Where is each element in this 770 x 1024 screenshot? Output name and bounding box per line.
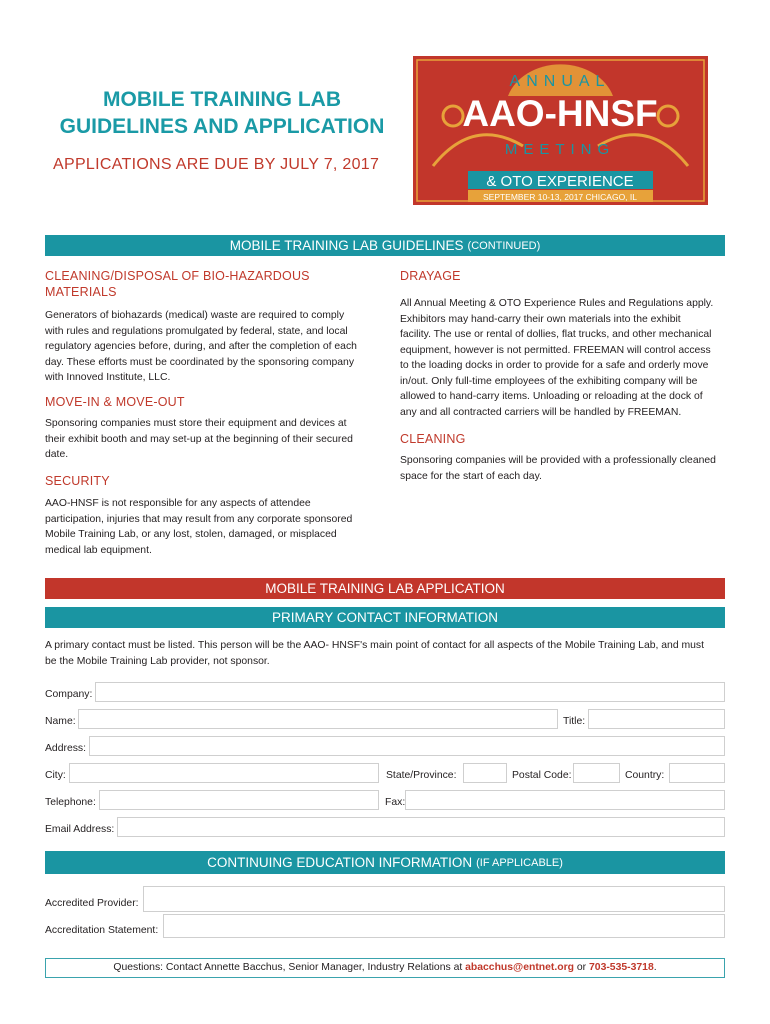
- application-bar: [45, 578, 725, 599]
- security-heading: SECURITY: [45, 474, 110, 488]
- body-line: date.: [45, 449, 69, 460]
- body-line: any and all contracted carriers will be handled by FREEMAN.: [400, 406, 682, 418]
- cleaning-disposal-heading-line-1: CLEANING/DISPOSAL OF BIO-HAZARDOUS: [45, 269, 310, 283]
- guidelines-bar-suffix: (CONTINUED): [467, 239, 541, 252]
- body-line: with Innoved Institute, LLC.: [45, 372, 171, 383]
- body-line: All Annual Meeting & OTO Experience Rules and Regulations apply.: [400, 298, 714, 309]
- guidelines-bar-title: MOBILE TRAINING LAB GUIDELINES: [229, 238, 464, 253]
- due-date: APPLICATIONS ARE DUE BY JULY 7, 2017: [53, 156, 380, 173]
- body-line: Sponsoring companies will be provided with a professionally cleaned: [400, 455, 716, 466]
- country-label: Country:: [625, 770, 665, 781]
- logo-oto: & OTO EXPERIENCE: [486, 173, 634, 190]
- city-label: City:: [45, 770, 66, 781]
- section-cleaning-disposal: [45, 268, 375, 386]
- body-line: A primary contact must be listed. This person will be the AAO- HNSF's main point of contact for all aspects of the Mobile Training Lab, and must: [45, 640, 705, 651]
- title-label: Title:: [563, 716, 586, 727]
- email-input[interactable]: [117, 817, 725, 837]
- cleaning-disposal-body: [45, 308, 375, 386]
- country-input[interactable]: [669, 763, 725, 783]
- address-label: Address:: [45, 743, 87, 754]
- body-line: in/out. Only full-time employees of the exhibiting company will be: [400, 375, 698, 387]
- section-security: [45, 473, 375, 558]
- body-line: Sponsoring companies must store their equipment and devices at: [45, 418, 347, 429]
- company-input[interactable]: [95, 682, 725, 702]
- body-line: Mobile Training Lab, or any lost, stolen, damaged, or misplaced: [45, 529, 337, 540]
- body-line: day. These efforts must be coordinated by the sponsoring company: [45, 356, 355, 368]
- body-line: equipment, however is not permitted. FREEMAN will control access: [400, 344, 711, 356]
- telephone-label: Telephone:: [45, 797, 96, 808]
- statement-input[interactable]: [163, 914, 725, 938]
- ce-bar-suffix: (IF APPLICABLE): [476, 856, 563, 869]
- ce-bar: [45, 851, 725, 874]
- security-body: [45, 496, 375, 558]
- move-in-body: [45, 416, 375, 463]
- body-line: allowed to hand-carry items. Unloading or reloading at the dock of: [400, 391, 703, 402]
- name-label: Name:: [45, 716, 76, 727]
- postal-label: Postal Code:: [512, 770, 572, 781]
- section-cleaning: [400, 431, 730, 484]
- statement-label: Accreditation Statement:: [45, 925, 159, 936]
- section-move-in: [45, 394, 375, 463]
- cleaning-disposal-heading: [45, 268, 375, 300]
- cleaning-body: [400, 453, 730, 484]
- fax-input[interactable]: [405, 790, 725, 810]
- body-line: participation, injuries that may result from any corporate sponsored: [45, 513, 353, 525]
- logo-dates: SEPTEMBER 10-13, 2017 CHICAGO, IL: [482, 192, 638, 202]
- title-input[interactable]: [588, 709, 725, 729]
- footer-text: Questions: Contact Annette Bacchus, Senior Manager, Industry Relations at: [113, 962, 466, 973]
- logo-name: AAO-HNSF: [462, 93, 658, 134]
- address-input[interactable]: [89, 736, 725, 756]
- cleaning-heading: CLEANING: [400, 432, 466, 446]
- state-label: State/Province:: [386, 770, 457, 781]
- application-bar-title: MOBILE TRAINING LAB APPLICATION: [265, 581, 505, 596]
- footer-or: or: [574, 962, 590, 973]
- footer-email-link[interactable]: abacchus@entnet.org: [465, 962, 574, 973]
- name-input[interactable]: [78, 709, 558, 729]
- title-line-2: GUIDELINES AND APPLICATION: [59, 115, 385, 138]
- city-input[interactable]: [69, 763, 379, 783]
- primary-contact-bar: [45, 607, 725, 628]
- email-label: Email Address:: [45, 824, 115, 835]
- body-line: to the loading docks in order to provide for a safe and orderly move: [400, 360, 709, 371]
- telephone-input[interactable]: [99, 790, 379, 810]
- footer-period: .: [653, 962, 657, 973]
- body-line: regulatory agencies before, during, and after the completion of each: [45, 341, 357, 352]
- cleaning-disposal-heading-line-2: MATERIALS: [45, 285, 117, 299]
- body-line: AAO-HNSF is not responsible for any aspects of attendee: [45, 498, 311, 509]
- logo-annual: ANNUAL: [509, 73, 611, 90]
- company-label: Company:: [45, 689, 93, 700]
- fax-label: Fax:: [385, 797, 406, 808]
- guidelines-bar: [45, 235, 725, 256]
- body-line: Generators of biohazards (medical) waste are required to comply: [45, 310, 345, 321]
- ce-bar-title: CONTINUING EDUCATION INFORMATION: [207, 855, 473, 870]
- questions-footer: [45, 958, 725, 978]
- body-line: facility. The use or rental of dollies, flat trucks, and other mechanical: [400, 329, 712, 340]
- title-line-1: MOBILE TRAINING LAB: [103, 88, 341, 111]
- section-drayage: [400, 268, 730, 420]
- drayage-heading: DRAYAGE: [400, 269, 461, 283]
- move-in-heading: MOVE-IN & MOVE-OUT: [45, 395, 185, 409]
- page-title: [52, 86, 392, 140]
- provider-input[interactable]: [143, 886, 725, 912]
- aao-hnsf-logo: [413, 56, 708, 205]
- state-input[interactable]: [463, 763, 507, 783]
- drayage-body: [400, 296, 730, 420]
- postal-input[interactable]: [573, 763, 620, 783]
- primary-contact-bar-title: PRIMARY CONTACT INFORMATION: [271, 610, 498, 625]
- body-line: with rules and regulations promulgated by federal, state, and local: [45, 325, 348, 337]
- body-line: their exhibit booth and may set-up at the beginning of their secured: [45, 433, 353, 445]
- body-line: space for the start of each day.: [400, 470, 542, 482]
- provider-label: Accredited Provider:: [45, 898, 139, 909]
- body-line: Exhibitors may hand-carry their own materials into the exhibit: [400, 313, 681, 325]
- primary-contact-intro: [45, 638, 735, 669]
- body-line: medical lab equipment.: [45, 544, 152, 556]
- body-line: be the Mobile Training Lab provider, not sponsor.: [45, 655, 270, 667]
- logo-meeting: MEETING: [504, 141, 616, 158]
- footer-phone-link[interactable]: 703-535-3718: [589, 962, 654, 973]
